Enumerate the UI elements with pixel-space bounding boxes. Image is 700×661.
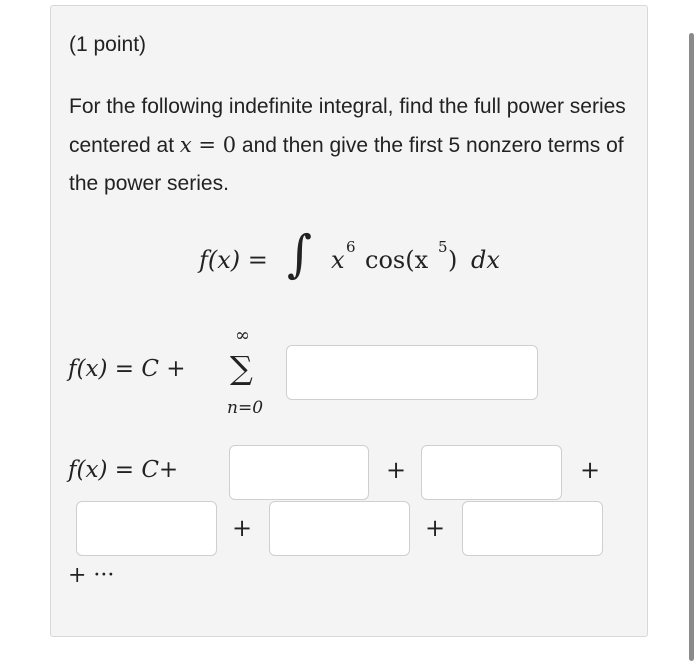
problem-equals: = [191,133,223,157]
integral-cos: cos(x [365,246,429,274]
points-label: (1 point) [69,33,147,56]
integral-dx: dx [471,246,500,274]
integral-close-paren: ) [448,246,458,274]
term-4-input[interactable] [269,501,410,556]
trailing-ellipsis: + ··· [68,563,115,588]
problem-text-b: and then give the first 5 nonzero terms of the power series. [69,134,624,195]
sigma-symbol: ∑ [230,349,253,387]
integral-base: x [331,246,345,274]
terms-lhs: f(x) = C+ [68,457,179,483]
plus-sign: + [425,514,446,542]
series-lower-limit: n=0 [227,398,264,418]
integral-exponent-5: 5 [438,238,448,256]
integral-sign: ∫ [287,224,313,284]
problem-text-a: For the following indefinite integral, find the full power series centered at [69,95,626,157]
scrollbar[interactable] [689,33,694,661]
series-upper-limit: ∞ [235,325,250,346]
plus-sign: + [386,456,407,484]
plus-sign: + [232,514,253,542]
integral-lhs: f(x) = [199,246,268,274]
term-2-input[interactable] [421,445,562,500]
problem-center-value: 0 [222,133,237,157]
term-1-input[interactable] [229,445,369,500]
problem-statement [69,88,639,203]
integral-exponent-6: 6 [346,238,356,256]
plus-sign: + [580,456,601,484]
series-lhs: f(x) = C + [68,356,186,382]
term-5-input[interactable] [462,501,603,556]
term-3-input[interactable] [76,501,217,556]
series-term-input[interactable] [286,345,538,400]
problem-variable: x [179,133,192,157]
